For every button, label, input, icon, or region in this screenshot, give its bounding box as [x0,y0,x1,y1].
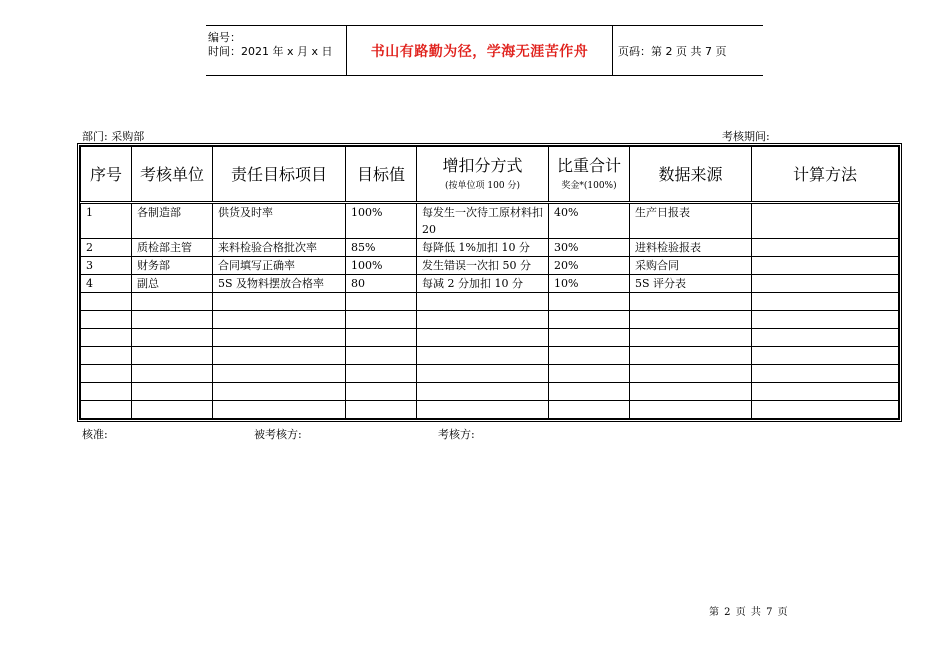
cell-project: 供货及时率 [213,203,346,239]
table-row [81,257,899,275]
cell-unit: 质检部主管 [132,239,213,257]
cell-calc [752,203,899,239]
header-target: 目标值 [346,147,417,203]
cell-target: 100% [346,257,417,275]
assessor-label: 考核方: [438,428,475,441]
header-method: 增扣分方式 (按单位项 100 分) [417,147,549,203]
department-label: 部门: 采购部 [82,130,145,143]
cell-calc [752,275,899,293]
cell-seq: 2 [81,239,132,257]
cell-target: 100% [346,203,417,239]
slogan-text: 书山有路勤为径，学海无涯苦作舟 [370,43,589,60]
header-unit: 考核单位 [132,147,213,203]
header-project: 责任目标项目 [213,147,346,203]
page-footer: 第 2 页 共 7 页 [709,607,789,618]
header-method-sub: (按单位项 100 分) [445,180,520,191]
cell-method: 每发生一次待工原材料扣 20 [417,203,549,239]
cell-weight: 10% [549,275,630,293]
time-label: 时间：2021 年 x 月 x 日 [208,45,333,58]
header-weight-sub: 奖金*(100%) [561,180,617,191]
cell-source: 进料检验报表 [630,239,752,257]
header-info-cell [206,26,346,75]
empty-table-row [81,401,899,419]
cell-method: 发生错误一次扣 50 分 [417,257,549,275]
header-calc: 计算方法 [752,147,899,203]
document-header [206,25,763,76]
cell-unit: 副总 [132,275,213,293]
cell-seq: 1 [81,203,132,239]
cell-project: 合同填写正确率 [213,257,346,275]
empty-table-row [81,365,899,383]
cell-unit: 各制造部 [132,203,213,239]
slogan-cell [346,26,613,75]
cell-method: 每降低 1%加扣 10 分 [417,239,549,257]
cell-source: 5S 评分表 [630,275,752,293]
cell-source: 生产日报表 [630,203,752,239]
cell-seq: 4 [81,275,132,293]
header-weight: 比重合计 奖金*(100%) [549,147,630,203]
table-row [81,275,899,293]
table-row [81,239,899,257]
cell-unit: 财务部 [132,257,213,275]
cell-source: 采购合同 [630,257,752,275]
empty-table-row [81,293,899,311]
table-row [81,203,899,239]
assessment-period-label: 考核期间: [722,130,770,143]
empty-table-row [81,347,899,365]
cell-calc [752,239,899,257]
cell-calc [752,257,899,275]
empty-table-row [81,383,899,401]
header-source: 数据来源 [630,147,752,203]
assessment-table [80,146,899,419]
cell-weight: 30% [549,239,630,257]
cell-project: 5S 及物料摆放合格率 [213,275,346,293]
serial-number-label: 编号： [208,31,241,44]
empty-table-row [81,311,899,329]
cell-target: 80 [346,275,417,293]
approval-label: 核准: [82,428,108,441]
page-code-cell [612,26,763,75]
page-code: 页码：第 2 页 共 7 页 [618,44,727,58]
cell-weight: 40% [549,203,630,239]
cell-project: 来料检验合格批次率 [213,239,346,257]
cell-weight: 20% [549,257,630,275]
assessed-party-label: 被考核方: [254,428,302,441]
empty-table-row [81,329,899,347]
assessment-table-frame [77,143,902,422]
header-seq: 序号 [81,147,132,203]
cell-target: 85% [346,239,417,257]
cell-seq: 3 [81,257,132,275]
cell-method: 每减 2 分加扣 10 分 [417,275,549,293]
